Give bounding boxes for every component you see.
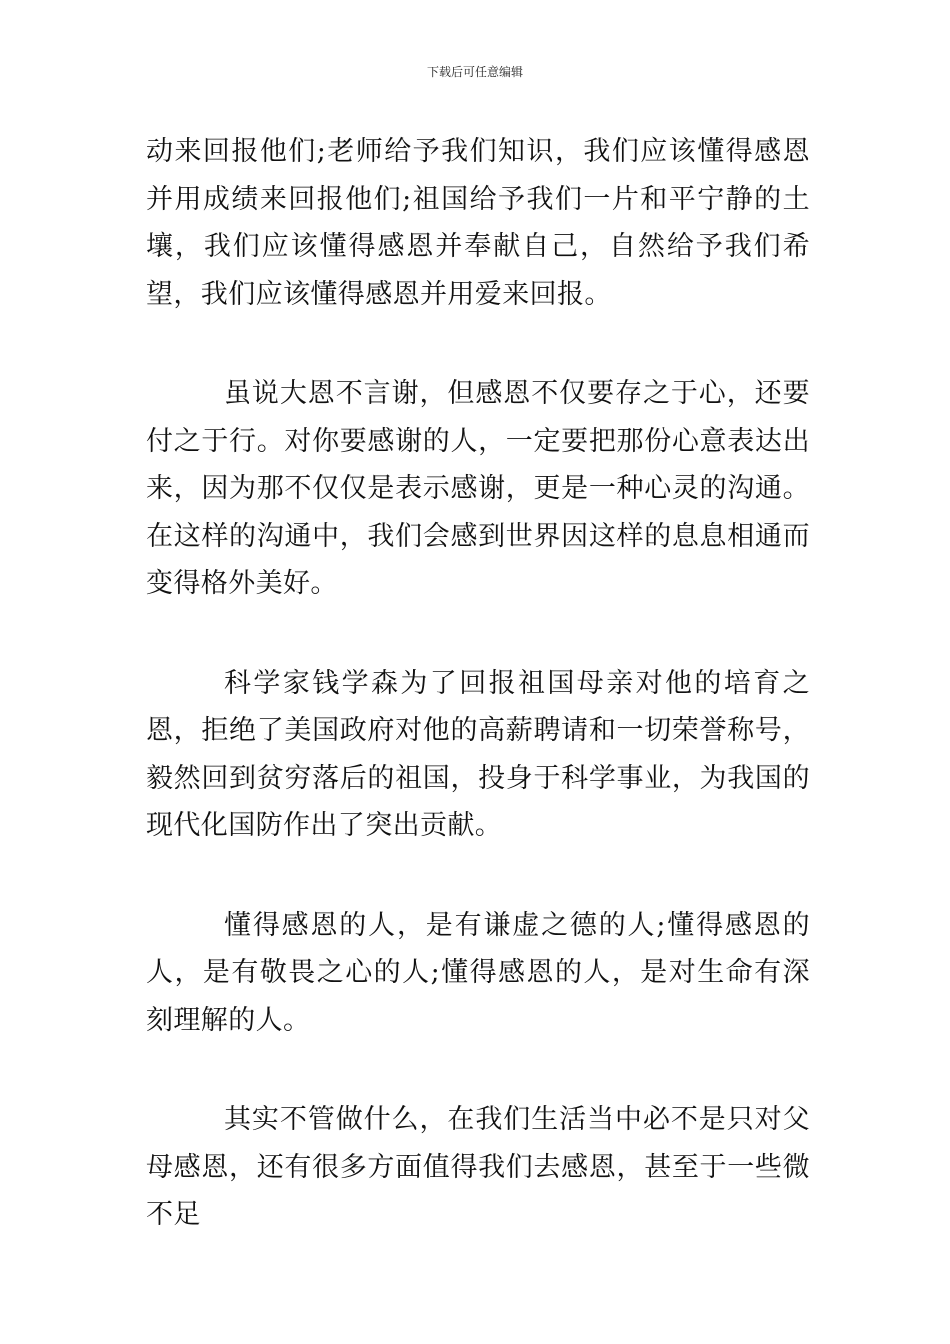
paragraph-qian-xuesen: 科学家钱学森为了回报祖国母亲对他的培育之恩，拒绝了美国政府对他的高薪聘请和一切荣誉称号，毅然回到贫穷落后的祖国，投身于科学事业，为我国的现代化国防作出了突出贡献。 (146, 667, 810, 841)
paragraph-gratitude-action: 虽说大恩不言谢，但感恩不仅要存之于心，还要付之于行。对你要感谢的人，一定要把那份心意表达出来，因为那不仅仅是表示感谢，更是一种心灵的沟通。在这样的沟通中，我们会感到世界因这样的息息相通而变得格外美好。 (146, 378, 810, 599)
paragraph-continuation: 动来回报他们;老师给予我们知识，我们应该懂得感恩并用成绩来回报他们;祖国给予我们一片和平宁静的土壤，我们应该懂得感恩并奉献自己，自然给予我们希望，我们应该懂得感恩并用爱来回报。 (146, 136, 810, 310)
paragraph-everyday-gratitude: 其实不管做什么，在我们生活当中必不是只对父母感恩，还有很多方面值得我们去感恩，甚至于一些微不足 (146, 1104, 810, 1230)
paragraph-grateful-people: 懂得感恩的人，是有谦虚之德的人;懂得感恩的人，是有敬畏之心的人;懂得感恩的人，是对生命有深刻理解的人。 (146, 909, 810, 1036)
document-body (146, 128, 810, 1291)
page-header: 下载后可任意编辑 (426, 65, 523, 79)
